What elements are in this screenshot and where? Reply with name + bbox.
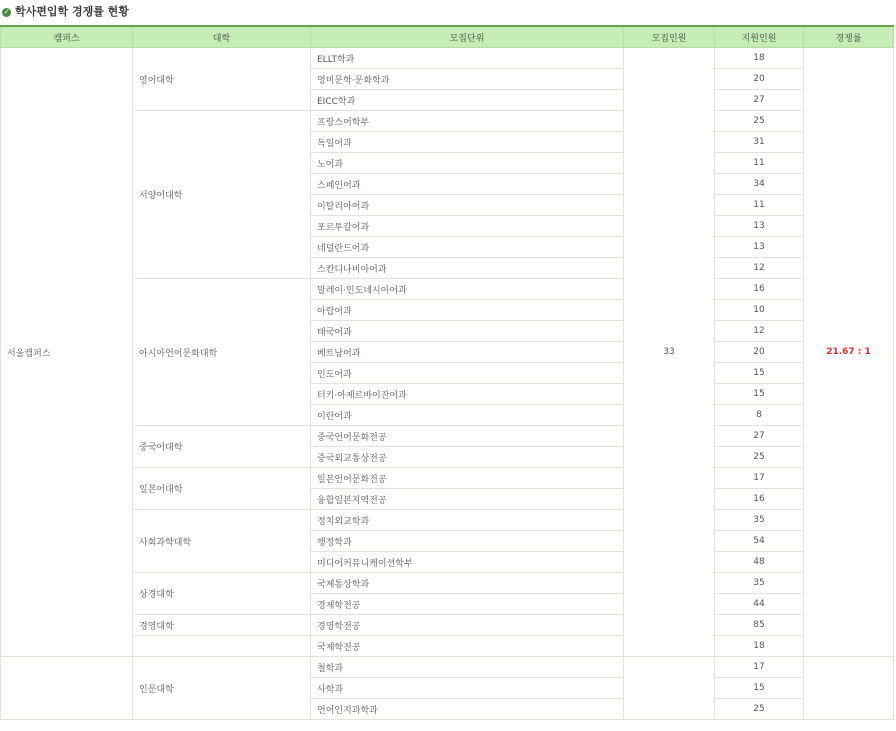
unit-cell: 행정학과 <box>311 531 624 552</box>
page-title <box>0 0 129 24</box>
check-circle-icon: ✓ <box>3 7 10 16</box>
table-row <box>1 615 894 636</box>
applicants-cell: 16 <box>715 489 804 510</box>
applicants-cell: 25 <box>715 699 804 720</box>
unit-cell: 이란어과 <box>311 405 624 426</box>
applicants-cell: 48 <box>715 552 804 573</box>
header-quota: 모집인원 <box>624 26 715 48</box>
unit-cell: 인도어과 <box>311 363 624 384</box>
unit-cell: 스칸디나비아어과 <box>311 258 624 279</box>
table-row <box>1 573 894 594</box>
applicants-cell: 17 <box>715 657 804 678</box>
college-cell: 경영대학 <box>133 615 311 636</box>
unit-cell: 중국외교통상전공 <box>311 447 624 468</box>
table-row <box>1 48 894 69</box>
competition-table <box>0 25 894 720</box>
applicants-cell: 15 <box>715 384 804 405</box>
college-cell: 서양어대학 <box>133 111 311 279</box>
header-rate: 경쟁률 <box>804 26 894 48</box>
college-cell: 영어대학 <box>133 48 311 111</box>
header-campus: 캠퍼스 <box>1 26 133 48</box>
applicants-cell: 35 <box>715 573 804 594</box>
rate-cell <box>804 657 894 720</box>
unit-cell: 독일어과 <box>311 132 624 153</box>
unit-cell: EICC학과 <box>311 90 624 111</box>
unit-cell: 경영학전공 <box>311 615 624 636</box>
applicants-cell: 25 <box>715 111 804 132</box>
applicants-cell: 34 <box>715 174 804 195</box>
unit-cell: 일본언어문화전공 <box>311 468 624 489</box>
header-unit: 모집단위 <box>311 26 624 48</box>
college-cell <box>133 636 311 657</box>
unit-cell: 노어과 <box>311 153 624 174</box>
college-cell: 일본어대학 <box>133 468 311 510</box>
unit-cell: ELLT학과 <box>311 48 624 69</box>
unit-cell: 경제학전공 <box>311 594 624 615</box>
unit-cell: 말레이·인도네시아어과 <box>311 279 624 300</box>
rate-cell: 21.67 : 1 <box>804 48 894 657</box>
applicants-cell: 25 <box>715 447 804 468</box>
applicants-cell: 15 <box>715 363 804 384</box>
table-row <box>1 636 894 657</box>
applicants-cell: 54 <box>715 531 804 552</box>
college-cell: 상경대학 <box>133 573 311 615</box>
table-row <box>1 111 894 132</box>
unit-cell: 국제통상학과 <box>311 573 624 594</box>
unit-cell: 프랑스어학부 <box>311 111 624 132</box>
applicants-cell: 20 <box>715 342 804 363</box>
page-title-text: 학사편입학 경쟁률 현황 <box>15 5 129 18</box>
applicants-cell: 44 <box>715 594 804 615</box>
applicants-cell: 17 <box>715 468 804 489</box>
applicants-cell: 8 <box>715 405 804 426</box>
header-applicants: 지원인원 <box>715 26 804 48</box>
applicants-cell: 11 <box>715 195 804 216</box>
unit-cell: 포르투갈어과 <box>311 216 624 237</box>
table-row <box>1 426 894 447</box>
applicants-cell: 11 <box>715 153 804 174</box>
table-row <box>1 657 894 678</box>
campus-cell: 서울캠퍼스 <box>1 48 133 657</box>
applicants-cell: 18 <box>715 636 804 657</box>
college-cell: 사회과학대학 <box>133 510 311 573</box>
table-row <box>1 510 894 531</box>
unit-cell: 국제학전공 <box>311 636 624 657</box>
unit-cell: 미디어커뮤니케이션학부 <box>311 552 624 573</box>
unit-cell: 융합일본지역전공 <box>311 489 624 510</box>
applicants-cell: 13 <box>715 216 804 237</box>
applicants-cell: 10 <box>715 300 804 321</box>
applicants-cell: 27 <box>715 90 804 111</box>
unit-cell: 터키·아제르바이잔어과 <box>311 384 624 405</box>
unit-cell: 아랍어과 <box>311 300 624 321</box>
unit-cell: 이탈리아어과 <box>311 195 624 216</box>
unit-cell: 스페인어과 <box>311 174 624 195</box>
unit-cell: 태국어과 <box>311 321 624 342</box>
quota-cell: 33 <box>624 48 715 657</box>
unit-cell: 언어인지과학과 <box>311 699 624 720</box>
applicants-cell: 12 <box>715 258 804 279</box>
unit-cell: 철학과 <box>311 657 624 678</box>
applicants-cell: 20 <box>715 69 804 90</box>
applicants-cell: 18 <box>715 48 804 69</box>
college-cell: 아시아언어문화대학 <box>133 279 311 426</box>
table-row <box>1 279 894 300</box>
unit-cell: 베트남어과 <box>311 342 624 363</box>
college-cell: 인문대학 <box>133 657 311 720</box>
campus-cell <box>1 657 133 720</box>
applicants-cell: 12 <box>715 321 804 342</box>
applicants-cell: 31 <box>715 132 804 153</box>
unit-cell: 중국언어문화전공 <box>311 426 624 447</box>
table-row <box>1 468 894 489</box>
applicants-cell: 13 <box>715 237 804 258</box>
table-body <box>1 48 894 720</box>
applicants-cell: 35 <box>715 510 804 531</box>
unit-cell: 네덜란드어과 <box>311 237 624 258</box>
unit-cell: 정치외교학과 <box>311 510 624 531</box>
table-header-row <box>1 26 894 48</box>
header-college: 대학 <box>133 26 311 48</box>
applicants-cell: 16 <box>715 279 804 300</box>
unit-cell: 사학과 <box>311 678 624 699</box>
applicants-cell: 15 <box>715 678 804 699</box>
applicants-cell: 27 <box>715 426 804 447</box>
college-cell: 중국어대학 <box>133 426 311 468</box>
unit-cell: 영미문학·문화학과 <box>311 69 624 90</box>
applicants-cell: 85 <box>715 615 804 636</box>
quota-cell <box>624 657 715 720</box>
